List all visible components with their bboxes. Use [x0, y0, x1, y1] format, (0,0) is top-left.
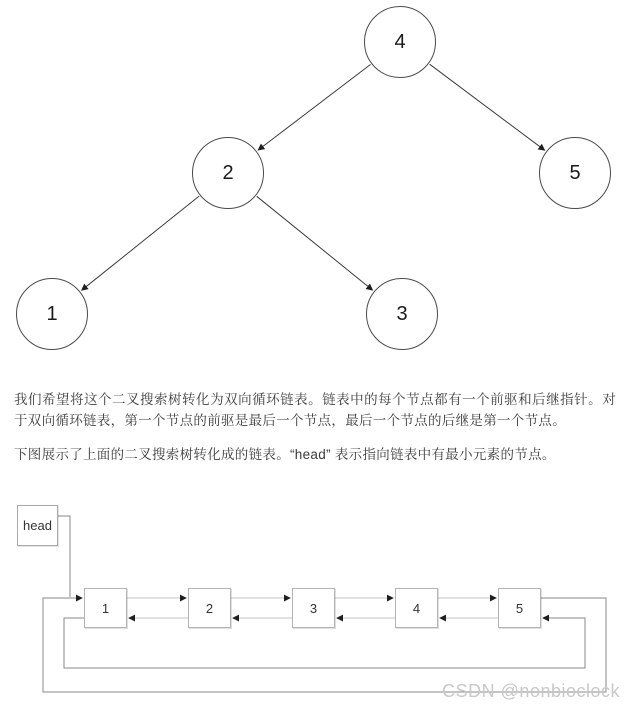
tree-edge-2-1 — [82, 196, 199, 290]
list-node-1: 1 — [84, 588, 127, 628]
tree-node-4: 4 — [364, 6, 436, 78]
list-node-4: 4 — [395, 588, 438, 628]
paragraph-caption: 下图展示了上面的二叉搜索树转化成的链表。“head” 表示指向链表中有最小元素的节点。 — [14, 447, 556, 462]
tree-node-3: 3 — [366, 278, 438, 350]
tree-edge-4-5 — [430, 64, 545, 150]
list-node-5: 5 — [498, 588, 541, 628]
watermark: CSDN @nonbioclock — [442, 681, 620, 701]
head-pointer-line — [58, 516, 70, 597]
tree-edge-2-3 — [257, 196, 373, 290]
head-pointer-box: head — [17, 505, 58, 546]
list-node-3: 3 — [292, 588, 335, 628]
tree-node-1: 1 — [16, 278, 88, 350]
paragraph-intro: 我们希望将这个二叉搜索树转化为双向循环链表。链表中的每个节点都有一个前驱和后继指针。对于双向循环链表，第一个节点的前驱是最后一个节点，最后一个节点的后继是第一个节点。 — [14, 392, 616, 428]
tree-node-2: 2 — [192, 137, 264, 209]
tree-edge-4-2 — [258, 64, 370, 150]
list-node-2: 2 — [188, 588, 231, 628]
tree-node-5: 5 — [539, 137, 611, 209]
